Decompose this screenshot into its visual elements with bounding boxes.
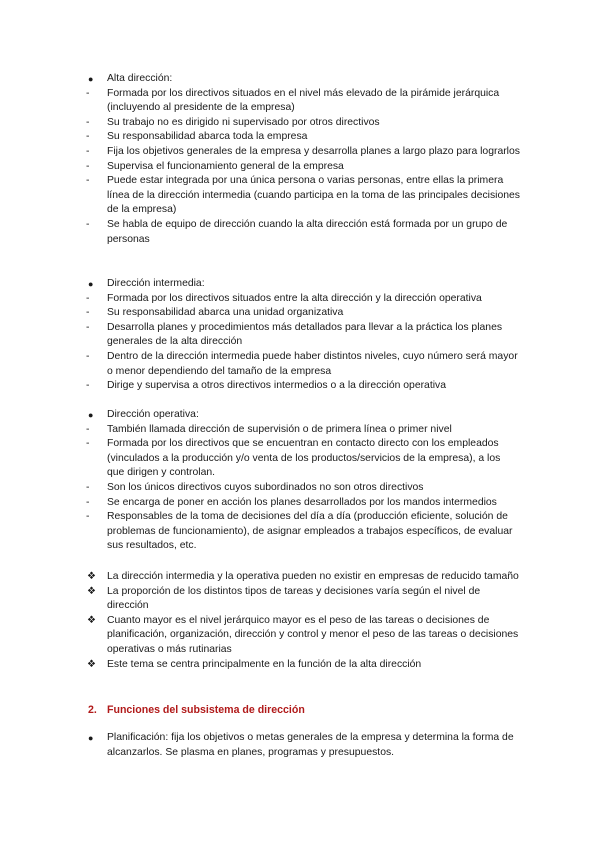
list-item [0,130,520,145]
alta-title: Alta dirección: [107,73,173,84]
dash-marker: - [86,131,90,143]
dash-marker: - [86,321,90,333]
item-text: Formada por los directivos situados entre la alta dirección y la dirección operativa [107,292,482,304]
list-item [0,116,520,131]
operativa-title: Dirección operativa: [107,409,199,420]
planificacion-text: Planificación: fija los objetivos o metas generales de la empresa y determina la forma de alcanzarlos. Se plasma en planes, programas y presupuestos. [107,732,514,758]
note-item [0,614,520,658]
diamond-marker: ❖ [87,571,96,582]
list-item [0,218,520,247]
list-item [0,481,520,496]
item-text: Se habla de equipo de dirección cuando la alta dirección está formada por un grupo de personas [107,218,508,245]
heading-number: 2. [88,704,97,716]
list-item [0,321,520,350]
dash-marker: - [86,87,90,99]
direccion-intermedia-section [0,277,600,394]
list-item [0,437,520,481]
item-text: Su responsabilidad abarca toda la empresa [107,131,308,143]
list-item [0,277,520,292]
list-item [0,423,520,438]
bullet-marker: ● [88,410,94,420]
dash-marker: - [86,423,90,435]
item-text: Dentro de la dirección intermedia puede haber distintos niveles, cuyo número será mayor o menor dependiendo del tamaño de la empresa [107,350,518,377]
dash-marker: - [86,307,90,319]
diamond-marker: ❖ [87,658,96,670]
dash-marker: - [86,511,90,523]
note-text: La dirección intermedia y la operativa pueden no existir en empresas de reducido tamaño [107,571,519,582]
item-text: Dirige y supervisa a otros directivos intermedios o a la dirección operativa [107,380,447,392]
dash-marker: - [86,218,90,230]
note-text: Este tema se centra principalmente en la función de la alta dirección [107,658,422,670]
dash-marker: - [86,438,90,450]
item-text: Su responsabilidad abarca una unidad organizativa [107,307,344,319]
item-text: Puede estar integrada por una única persona o varias personas, entre ellas la primera línea de la dirección intermedia (cuando participa en la toma de las principales decisiones de la empresa) [107,175,520,216]
list-item [0,408,520,423]
bullet-marker: ● [88,279,94,289]
section-heading [88,703,305,718]
note-item [0,570,520,585]
item-text: Se encarga de poner en acción los planes desarrollados por los mandos intermedios [107,496,497,508]
direccion-operativa-section [0,408,600,554]
list-item [0,72,520,87]
item-text: Supervisa el funcionamiento general de la empresa [107,160,344,172]
list-item [0,87,520,116]
notes-section [0,570,600,672]
item-text: Formada por los directivos situados en el nivel más elevado de la pirámide jerárquica (incluyendo al presidente de la empresa) [107,87,500,114]
dash-marker: - [86,175,90,187]
dash-marker: - [86,496,90,508]
item-text: Formada por los directivos que se encuentran en contacto directo con los empleados (vinculados a la producción y/o venta de los productos/servicios de la empresa), a los que dirigen y controlan. [107,438,501,479]
item-text: Fija los objetivos generales de la empresa y desarrolla planes a largo plazo para lograrlos [107,145,520,157]
list-item [0,174,520,218]
list-item [0,145,520,160]
item-text: Su trabajo no es dirigido ni supervisado por otros directivos [107,116,380,128]
diamond-marker: ❖ [87,585,96,597]
dash-marker: - [86,350,90,362]
dash-marker: - [86,145,90,157]
list-item [0,292,520,307]
list-item [0,496,520,511]
dash-marker: - [86,481,90,493]
item-text: Desarrolla planes y procedimientos más detallados para llevar a la práctica los planes generales de la alta dirección [107,321,503,348]
bullet-marker: ● [88,733,94,743]
dash-marker: - [86,160,90,172]
list-item [0,731,520,760]
dash-marker: - [86,116,90,128]
note-item [0,585,520,614]
bullet-marker: ● [88,74,94,84]
diamond-marker: ❖ [87,614,96,626]
alta-direccion-section [0,72,600,247]
list-item [0,510,520,554]
note-item [0,658,520,673]
note-text: Cuanto mayor es el nivel jerárquico mayor es el peso de las tareas o decisiones de planificación, organización, dirección y control y menor el peso de las tareas o decisiones operativas o más rutinarias [107,614,519,655]
intermedia-title: Dirección intermedia: [107,278,205,289]
item-text: También llamada dirección de supervisión o de primera línea o primer nivel [107,423,452,435]
list-item [0,379,520,394]
note-text: La proporción de los distintos tipos de tareas y decisiones varía según el nivel de dirección [107,585,481,612]
planificacion-section [0,731,600,760]
list-item [0,306,520,321]
dash-marker: - [86,380,90,392]
list-item [0,160,520,175]
item-text: Son los únicos directivos cuyos subordinados no son otros directivos [107,481,424,493]
item-text: Responsables de la toma de decisiones del día a día (producción eficiente, solución de problemas de funcionamiento), de asignar empleados a trabajos específicos, de evaluar sus resultados, etc. [107,511,513,552]
dash-marker: - [86,292,90,304]
heading-text: Funciones del subsistema de dirección [107,704,305,716]
list-item [0,350,520,379]
